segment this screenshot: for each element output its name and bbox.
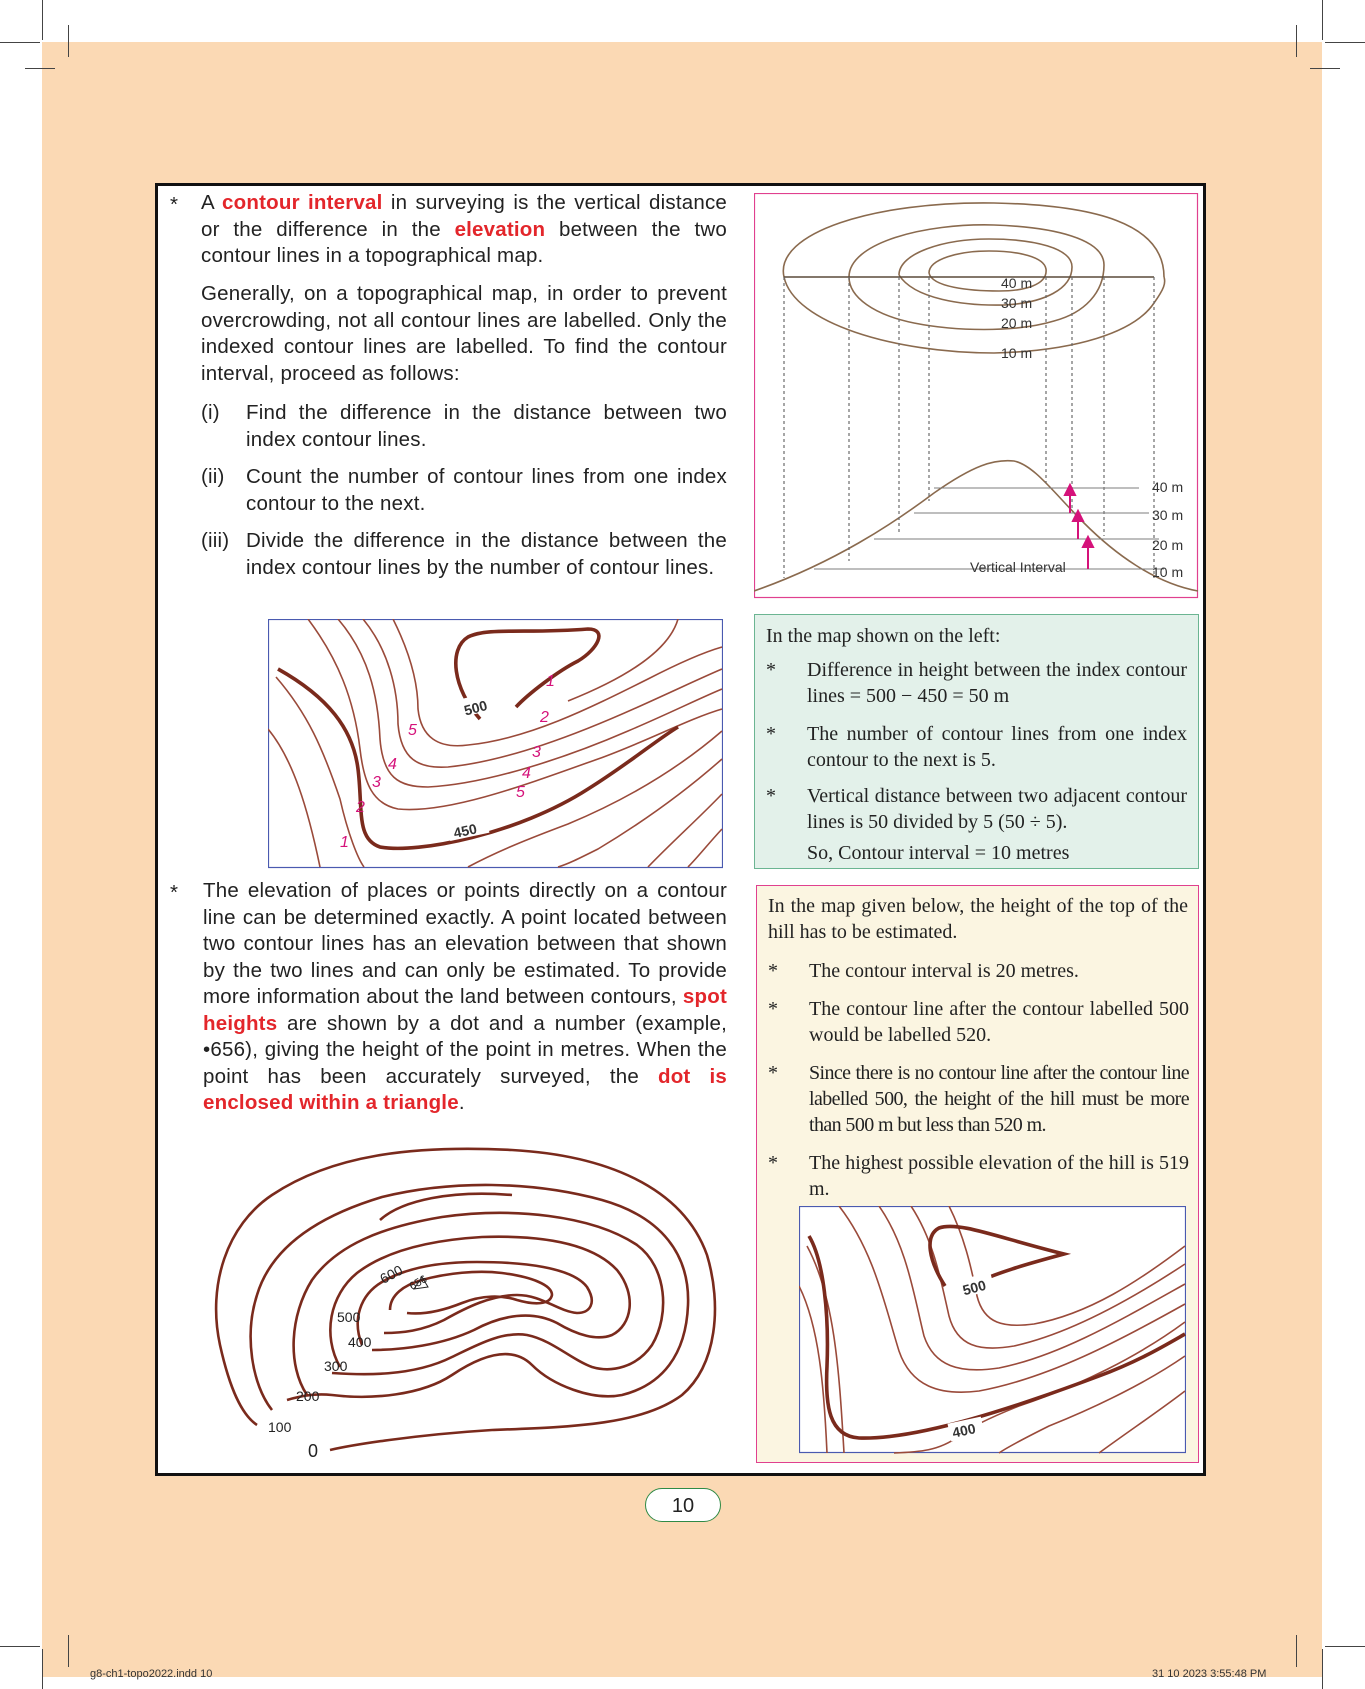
crop-mark [42,0,43,40]
box-bullet: Difference in height between the index contour lines = 500 − 450 = 50 m [807,659,1187,707]
term-spot-heights: spot heights [203,985,727,1035]
spot-heights-paragraph: The elevation of places or points directly on a contour line can be determined exactly. A point located between two contour lines has an elevation between that shown by the two lines and can only be estimated. To provide more information about the land between contours, spot heights are shown by a dot and a number (example, •656), giving the height of the point in metres. When the point has been accurately surveyed, the dot is enclosed within a triangle. [203,879,727,1114]
paragraph-generally: Generally, on a topographical map, in order to prevent overcrowding, not all contour lines are labelled. Only the indexed contour lines are labelled. To find the contour interval, proceed as follows: [201,282,727,385]
step-text: Count the number of contour lines from one index contour to the next. [246,465,727,515]
count-label: 3 [532,744,541,761]
crop-mark [42,1649,43,1689]
crop-mark [25,68,55,69]
count-label: 2 [356,799,365,816]
term-dot-triangle: dot is enclosed within a triangle [203,1064,727,1114]
profile-label-20m: 20 m [1152,537,1184,553]
crop-mark [1322,1649,1323,1689]
crop-mark [0,42,40,43]
hilltop-contour-map [799,1206,1186,1454]
index-label-500: 500 [462,697,489,719]
box-bullet: The contour line after the contour labelled 500 would be labelled 520. [809,998,1189,1046]
crop-mark [1310,68,1340,69]
hill-label-200: 200 [296,1388,320,1404]
step-text: Divide the difference in the distance between the index contour lines by the number of contour lines. [246,529,727,579]
step-number: (iii) [201,529,230,552]
hill-label-0: 0 [308,1441,319,1461]
footer-filename: g8-ch1-topo2022.indd 10 [90,1668,213,1680]
plan-label-10m: 10 m [1001,345,1033,361]
step-number: (i) [201,401,220,424]
box-conclusion: So, Contour interval = 10 metres [807,842,1070,864]
step-text: Find the difference in the distance between two index contour lines. [246,401,727,451]
hilltop-label-400: 400 [950,1420,978,1441]
crop-mark [1322,0,1323,40]
vertical-interval-diagram [754,193,1199,599]
box-bullet: Since there is no contour line after the contour line labelled 500, the height of the hill must be more than 500 m but less than 520 m. [809,1062,1189,1136]
crop-mark [0,1646,40,1647]
count-label: 4 [388,756,397,773]
crop-mark [1325,1646,1365,1647]
profile-label-40m: 40 m [1152,479,1184,495]
spot-height-656: 656 [407,1273,430,1293]
box-bullet: The highest possible elevation of the hill is 519 m. [809,1152,1189,1200]
vertical-interval-caption: Vertical Interval [970,559,1066,575]
box-bullet: The contour interval is 20 metres. [809,960,1079,982]
plan-label-30m: 30 m [1001,295,1033,311]
hill-label-500: 500 [337,1309,361,1325]
count-label: 2 [540,709,549,726]
bullet: * [170,881,179,904]
box-intro: In the map shown on the left: [766,625,1001,647]
plan-label-40m: 40 m [1001,275,1033,291]
plan-label-20m: 20 m [1001,315,1033,331]
term-contour-interval: contour interval [222,191,383,214]
hill-label-600: 600 [377,1261,406,1287]
count-label: 4 [522,765,531,782]
crop-mark [1296,1635,1297,1667]
bullet: * [170,193,179,216]
hill-label-400: 400 [348,1334,372,1350]
worked-example-box: In the map shown on the left: * Difference in height between the index contour lines = 500 − 450 = 50 m * The number of contour lines from one index contour to the next is 5. * Vertical distance between two adjacent contour lines is 50 divided by 5 (50 ÷ 5). So, Contour interval = 10 metres [754,614,1199,869]
crop-mark [68,25,69,57]
contour-interval-definition: A contour interval in surveying is the vertical distance or the difference in the elevation between the two contour lines in a topographical map. [201,191,727,267]
hill-label-100: 100 [268,1419,292,1435]
profile-label-30m: 30 m [1152,507,1184,523]
hill-contour-map [212,1145,727,1473]
term-elevation: elevation [454,217,546,241]
count-label: 1 [340,834,349,851]
step-number: (ii) [201,465,225,488]
index-label-450: 450 [452,820,479,841]
box-intro: In the map given below, the height of the top of the hill has to be estimated. [768,895,1188,943]
count-label: 3 [372,774,381,791]
crop-mark [1296,25,1297,57]
estimate-height-box: In the map given below, the height of the top of the hill has to be estimated. * The contour interval is 20 metres. * The contour line after the contour labelled 500 would be labelled 520. * Since there is no contour line after the contour line labelled 500, the height of the hill must be more than 500 m but less than 520 m. * The highest possible elevation of the hill is 519 m. [756,885,1199,1463]
box-bullet: Vertical distance between two adjacent contour lines is 50 divided by 5 (50 ÷ 5). [807,785,1187,833]
crop-mark [68,1635,69,1667]
count-label: 5 [516,784,525,801]
box-bullet: The number of contour lines from one index contour to the next is 5. [807,723,1187,771]
count-label: 1 [546,673,555,690]
hilltop-label-500: 500 [960,1276,988,1299]
index-contour-map [268,619,723,869]
crop-mark [1325,42,1365,43]
footer-timestamp: 31 10 2023 3:55:48 PM [1152,1668,1267,1680]
profile-label-10m: 10 m [1152,564,1184,580]
hill-label-300: 300 [324,1358,348,1374]
page-number: 10 [645,1488,721,1522]
count-label: 5 [408,722,417,739]
